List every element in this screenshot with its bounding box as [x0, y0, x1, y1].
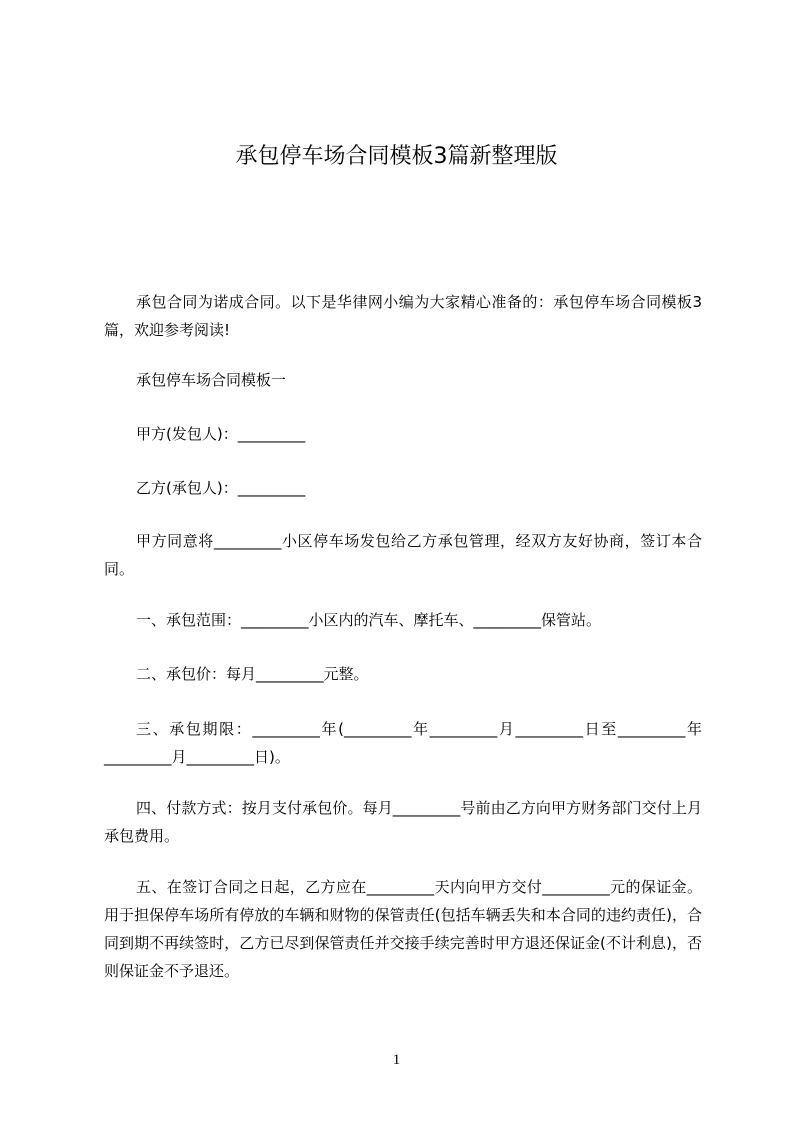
clause-payment: 四、付款方式：按月支付承包价。每月_________号前由乙方向甲方财务部门交付上月承包费用。	[104, 799, 702, 845]
clause-scope: 一、承包范围：_________小区内的汽车、摩托车、_________保管站。	[136, 611, 602, 629]
clause-term: 三、承包期限：_________年(_________年_________月_________日至_________年_________月_________日)。	[104, 720, 702, 766]
party-a-line: 甲方(发包人)：_________	[136, 425, 306, 443]
clause-deposit: 五、在签订合同之日起，乙方应在_________天内向甲方交付_________元的保证金。用于担保停车场所有停放的车辆和财物的保管责任(包括车辆丢失和本合同的违约责任)，合同到期不再续签时，乙方已尽到保管责任并交接手续完善时甲方退还保证金(不计利息)，否则保证金不予退还。	[104, 878, 702, 980]
clause-price: 二、承包价：每月_________元整。	[136, 665, 369, 683]
page-number: 1	[392, 1052, 401, 1068]
party-b-line: 乙方(承包人)：_________	[136, 479, 306, 497]
document-title: 承包停车场合同模板3篇新整理版	[235, 144, 558, 169]
section-heading: 承包停车场合同模板一	[136, 371, 287, 389]
agreement-paragraph: 甲方同意将_________小区停车场发包给乙方承包管理，经双方友好协商，签订本合同。	[104, 532, 702, 578]
intro-paragraph: 承包合同为诺成合同。以下是华律网小编为大家精心准备的：承包停车场合同模板3篇，欢迎参考阅读!	[104, 293, 702, 339]
